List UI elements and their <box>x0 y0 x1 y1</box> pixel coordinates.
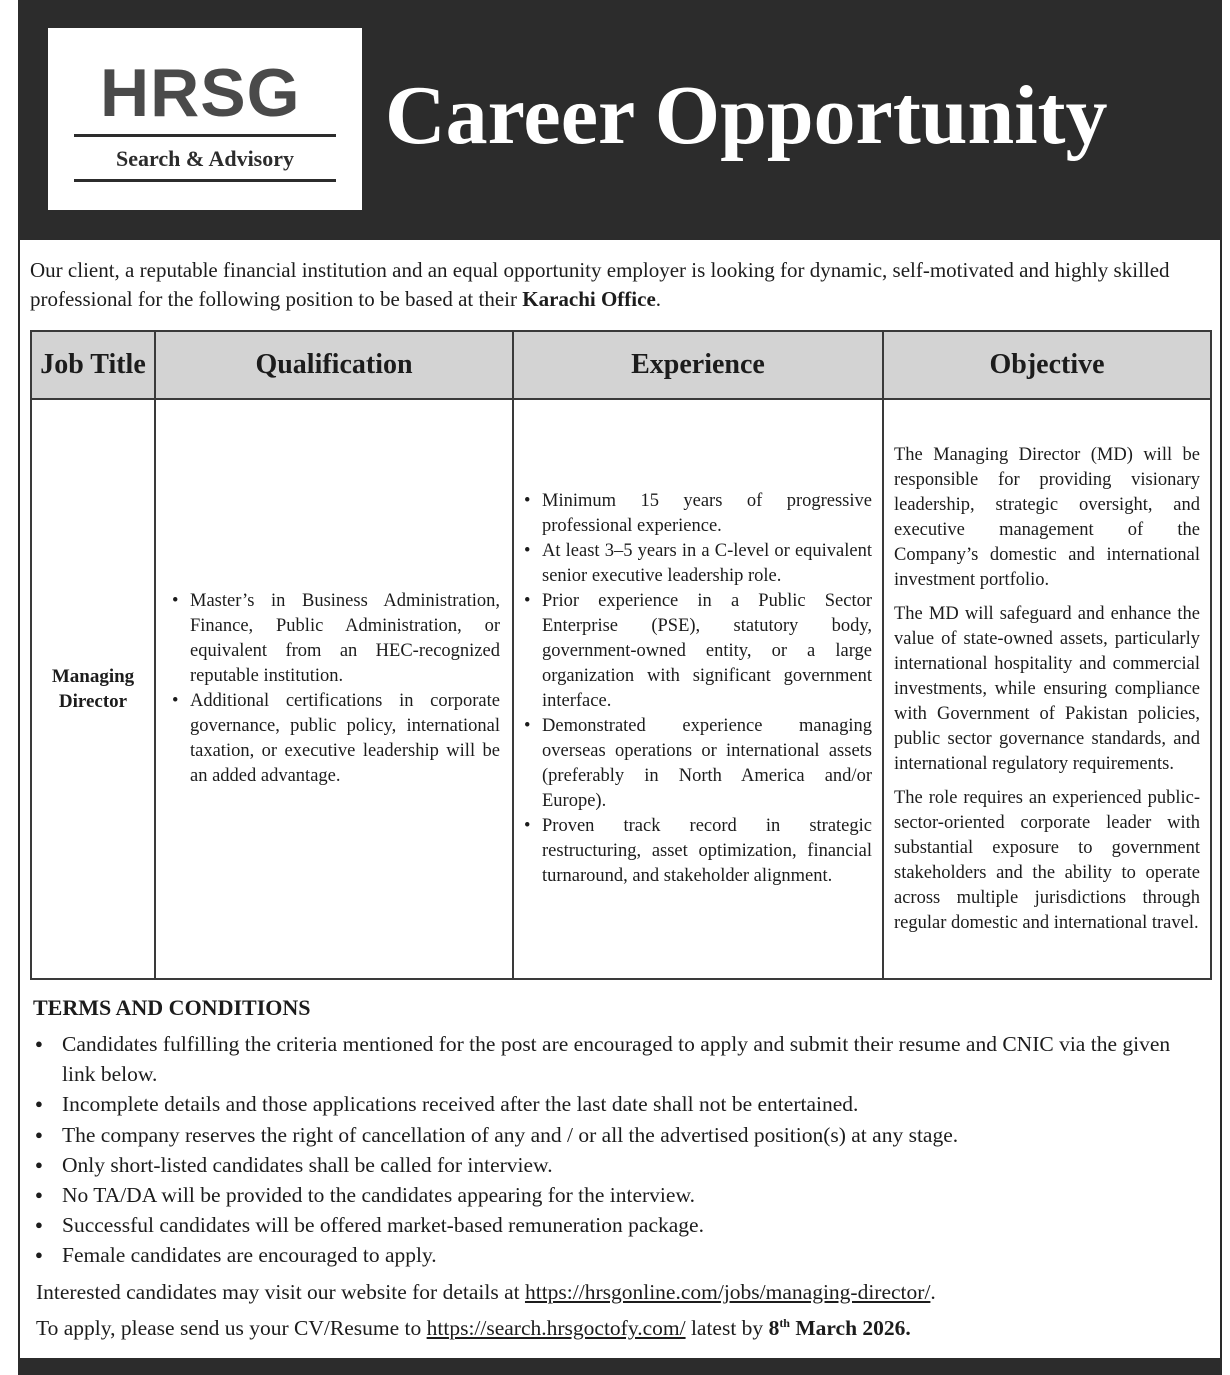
apply-line <box>36 1308 1206 1344</box>
details-line <box>36 1277 1206 1308</box>
deadline-suffix: th <box>779 1316 790 1330</box>
logo-tagline: Search & Advisory <box>115 146 295 171</box>
list-item: ● The company reserves the right of cancellation of any and / or all the advertised position(s) at any stage. <box>33 1120 1203 1150</box>
logo-rule <box>74 134 336 137</box>
experience-list <box>514 489 882 889</box>
cell-experience <box>513 399 883 979</box>
intro-end: . <box>655 287 662 311</box>
job-title <box>32 664 154 714</box>
cell-objective <box>883 399 1211 979</box>
apply-text: To apply, please send us your CV/Resume to <box>36 1316 427 1341</box>
objective-paragraph: The MD will safeguard and enhance the value of state-owned assets, particularly international hospitality and commercial investments, while ensuring compliance with Government of Pakistan policies, public sector governance standards, and international regulatory requirements. <box>894 603 1200 774</box>
details-text: Interested candidates may visit our website for details at <box>36 1280 525 1304</box>
list-item: ● Incomplete details and those applications received after the last date shall not be entertained. <box>33 1089 1203 1119</box>
qualification-list <box>156 589 512 789</box>
deadline-day: 8 <box>768 1316 780 1341</box>
header-experience: Experience <box>513 331 883 399</box>
terms-heading: TERMS AND CONDITIONS <box>33 995 311 1020</box>
objective-paragraph: The role requires an experienced public-sector-oriented corporate leader with substantial exposure to government stakeholders and the ability to operate across multiple jurisdictions through regular domestic and international travel. <box>894 787 1200 933</box>
header-qualification: Qualification <box>155 331 513 399</box>
job-table <box>30 330 1212 980</box>
list-item: ● No TA/DA will be provided to the candidates appearing for the interview. <box>33 1180 1203 1210</box>
details-end: . <box>930 1280 936 1304</box>
list-item: • Minimum 15 years of progressive professional experience. <box>522 489 872 539</box>
list-item: • At least 3–5 years in a C-level or equivalent senior executive leadership role. <box>522 539 872 589</box>
list-item: ● Successful candidates will be offered market-based remuneration package. <box>33 1210 1203 1240</box>
deadline <box>769 1316 911 1340</box>
apply-link[interactable]: https://search.hrsgoctofy.com/ <box>426 1316 686 1341</box>
list-item: ● Candidates fulfilling the criteria mentioned for the post are encouraged to apply and submit their resume and CNIC via the given link below. <box>33 1029 1203 1089</box>
intro-paragraph <box>30 256 1212 314</box>
job-title-line: Director <box>58 691 128 712</box>
footer-bar <box>18 1358 1222 1375</box>
company-logo <box>48 28 362 210</box>
logo-wordmark: HRSG <box>100 55 301 131</box>
objective-text <box>884 443 1210 936</box>
table-row <box>31 399 1211 979</box>
page-title: Career Opportunity <box>385 69 1108 162</box>
list-item: ● Only short-listed candidates shall be called for interview. <box>33 1150 1203 1180</box>
list-item: • Additional certifications in corporate governance, public policy, international taxation, or executive leadership will be an added advantage. <box>170 689 500 789</box>
intro-location: Karachi Office <box>522 287 656 311</box>
list-item: • Prior experience in a Public Sector Enterprise (PSE), statutory body, government-owned entity, or a large organization with significant government interface. <box>522 589 872 714</box>
deadline-rest: March 2026. <box>789 1316 911 1341</box>
details-link[interactable]: https://hrsgonline.com/jobs/managing-director/ <box>524 1280 931 1304</box>
logo-rule <box>74 179 336 182</box>
apply-section <box>36 1277 1206 1344</box>
cell-qualification <box>155 399 513 979</box>
list-item: • Proven track record in strategic restructuring, asset optimization, financial turnaround, and stakeholder alignment. <box>522 814 872 889</box>
list-item: • Demonstrated experience managing overseas operations or international assets (preferably in North America and/or Europe). <box>522 714 872 814</box>
table-header-row <box>31 331 1211 399</box>
objective-paragraph: The Managing Director (MD) will be responsible for providing visionary leadership, strategic oversight, and executive management of the Company’s domestic and international investment portfolio. <box>894 444 1200 590</box>
intro-text: Our client, a reputable financial institution and an equal opportunity employer is looking for dynamic, self-motivated and highly skilled professional for the following position to be based at their <box>30 258 1170 311</box>
terms-list <box>33 1029 1203 1271</box>
apply-mid: latest by <box>685 1316 769 1341</box>
job-title-line: Managing <box>51 666 135 687</box>
list-item: ● Female candidates are encouraged to apply. <box>33 1240 1203 1270</box>
list-item: • Master’s in Business Administration, Finance, Public Administration, or equivalent from an HEC-recognized reputable institution. <box>170 589 500 689</box>
header-job-title: Job Title <box>31 331 155 399</box>
cell-job-title <box>31 399 155 979</box>
header-objective: Objective <box>883 331 1211 399</box>
